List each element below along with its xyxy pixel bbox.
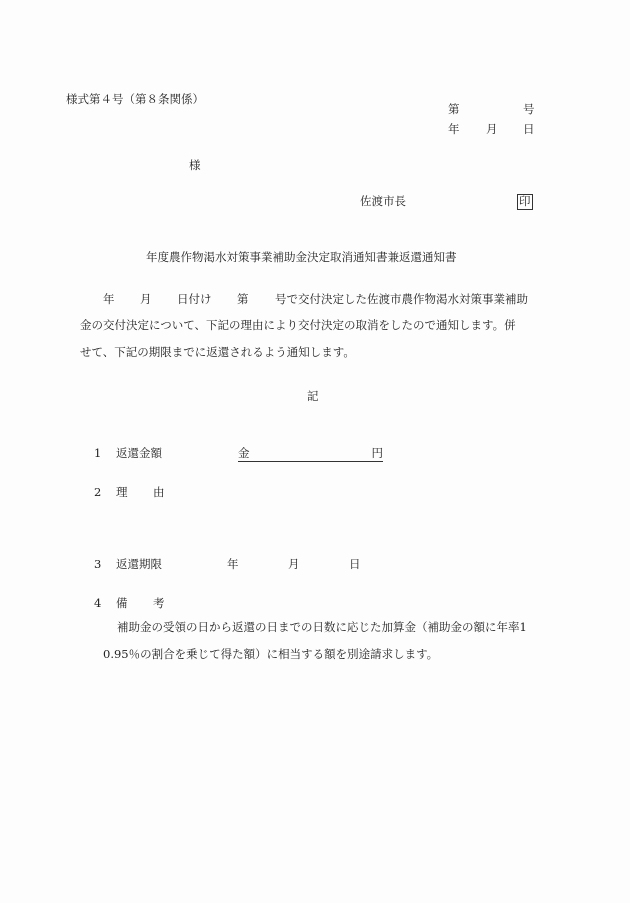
item-1-number: 1 xyxy=(94,446,102,460)
item-3-label: 返還期限 xyxy=(116,557,162,571)
item-4-number: 4 xyxy=(94,596,102,610)
body-line1-text: 号で交付決定した佐渡市農作物渇水対策事業補助 xyxy=(275,292,528,306)
remarks-line2: 0.95％の割合を乗じて得た額）に相当する額を別途請求します。 xyxy=(103,647,439,661)
deadline-month: 月 xyxy=(288,557,300,571)
body-date-label: 日付け xyxy=(177,292,212,306)
date-year: 年 xyxy=(448,122,460,136)
amount-prefix: 金 xyxy=(238,446,250,460)
body-line2: 金の交付決定について、下記の理由により交付決定の取消をしたので通知します。併 xyxy=(80,318,516,332)
issuer-name: 佐渡市長 xyxy=(360,194,406,208)
doc-number-suffix: 号 xyxy=(523,102,535,116)
deadline-year: 年 xyxy=(227,557,239,571)
body-year: 年 xyxy=(103,292,115,306)
body-number-prefix: 第 xyxy=(237,292,249,306)
ki-heading: 記 xyxy=(307,389,319,403)
item-2-number: 2 xyxy=(94,485,102,499)
issuer-seal xyxy=(517,194,533,210)
date-day: 日 xyxy=(523,122,535,136)
doc-number-prefix: 第 xyxy=(448,102,460,116)
item-1-label: 返還金額 xyxy=(116,446,162,460)
item-2-label-a: 理 xyxy=(116,485,128,499)
deadline-day: 日 xyxy=(349,557,361,571)
seal-mark: 印 xyxy=(519,194,531,208)
date-month: 月 xyxy=(486,122,498,136)
form-number: 様式第４号（第８条関係） xyxy=(66,92,204,106)
amount-suffix: 円 xyxy=(371,446,383,460)
body-month: 月 xyxy=(140,292,152,306)
body-line3: せて、下記の期限までに返還されるよう通知します。 xyxy=(80,345,355,359)
item-2-label-b: 由 xyxy=(153,485,165,499)
item-4-label-a: 備 xyxy=(116,596,128,610)
refund-amount-field xyxy=(238,448,383,462)
document-title: 年度農作物渇水対策事業補助金決定取消通知書兼返還通知書 xyxy=(146,250,457,264)
item-3-number: 3 xyxy=(94,557,102,571)
item-4-label-b: 考 xyxy=(153,596,165,610)
addressee-suffix: 様 xyxy=(189,158,201,172)
remarks-line1: 補助金の受領の日から返還の日までの日数に応じた加算金（補助金の額に年率1 xyxy=(117,620,527,634)
